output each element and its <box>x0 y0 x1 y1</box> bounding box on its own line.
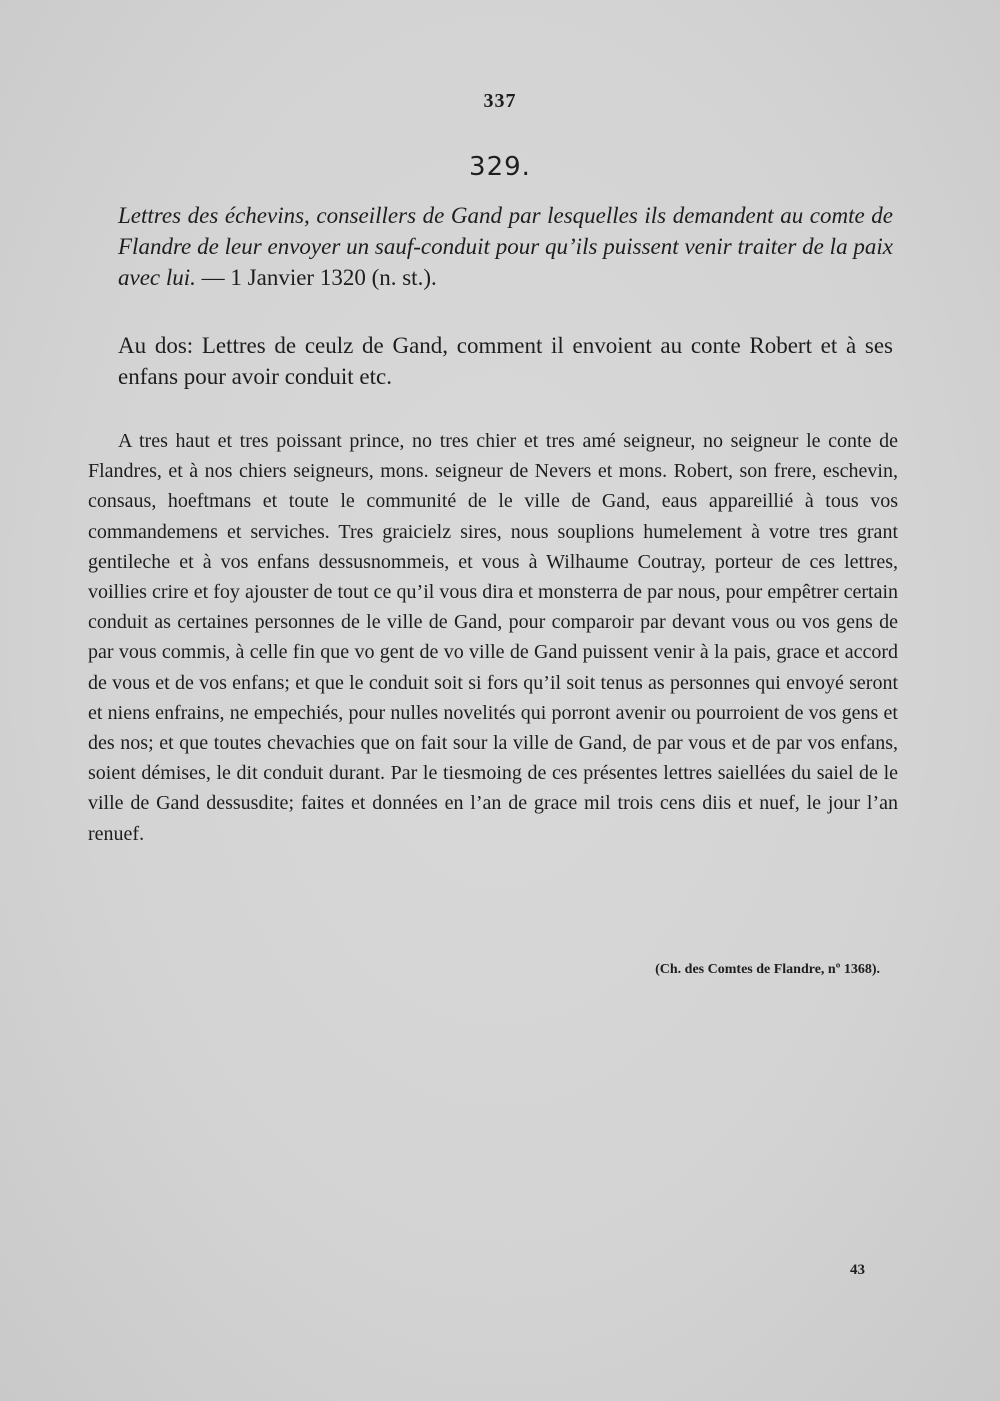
document-number: 329. <box>469 152 531 182</box>
document-summary <box>118 200 893 293</box>
source-citation: (Ch. des Comtes de Flandre, nº 1368). <box>655 962 880 977</box>
summary-date: — 1 Janvier 1320 (n. st.). <box>195 265 437 290</box>
gathering-signature: 43 <box>850 1262 865 1278</box>
page-number: 337 <box>483 90 517 112</box>
dorse-note: Au dos: Lettres de ceulz de Gand, comment il envoient au conte Robert et à ses enfans pour avoir conduit etc. <box>118 333 893 389</box>
summary-text: Lettres des échevins, conseillers de Gand par lesquelles ils demandent au comte de Flandre de leur envoyer un sauf-conduit pour qu’ils puissent venir traiter de la paix avec lui. <box>118 203 893 290</box>
letter-body: A tres haut et tres poissant prince, no tres chier et tres amé seigneur, no seigneur le conte de Flandres, et à nos chiers seigneurs, mons. seigneur de Nevers et mons. Robert, son frere, eschevin, consaus, hoeftmans et toute le communité de le ville de Gand, eaus appareillié à tous vos commandemens et serviches. Tres graicielz sires, nous souplions humelement à votre tres grant gentileche et à vos enfans dessusnommeis, et vous à Wilhaume Coutray, porteur de ces lettres, voillies crire et foy ajouster de tout ce qu’il vous dira et monsterra de par nous, pour empêtrer certain conduit as certaines personnes de le ville de Gand, pour comparoir par devant vous ou vos gens de par vous commis, à celle fin que vo gent de vo ville de Gand puissent venir à la pais, grace et accord de vous et de vos enfans; et que le conduit soit si fors qu’il soit tenus as personnes qui envoyé seront et niens enfrains, ne empechiés, pour nulles novelités qui porront avenir ou pourroient de vos gens et des nos; et que toutes chevachies que on fait sour la ville de Gand, de par vous et de par vos enfans, soient démises, le dit conduit durant. Par le tiesmoing de ces présentes lettres saiellées du saiel de le ville de Gand dessusdite; faites et données en l’an de grace mil trois cens diis et nuef, le jour l’an renuef. <box>88 430 898 845</box>
